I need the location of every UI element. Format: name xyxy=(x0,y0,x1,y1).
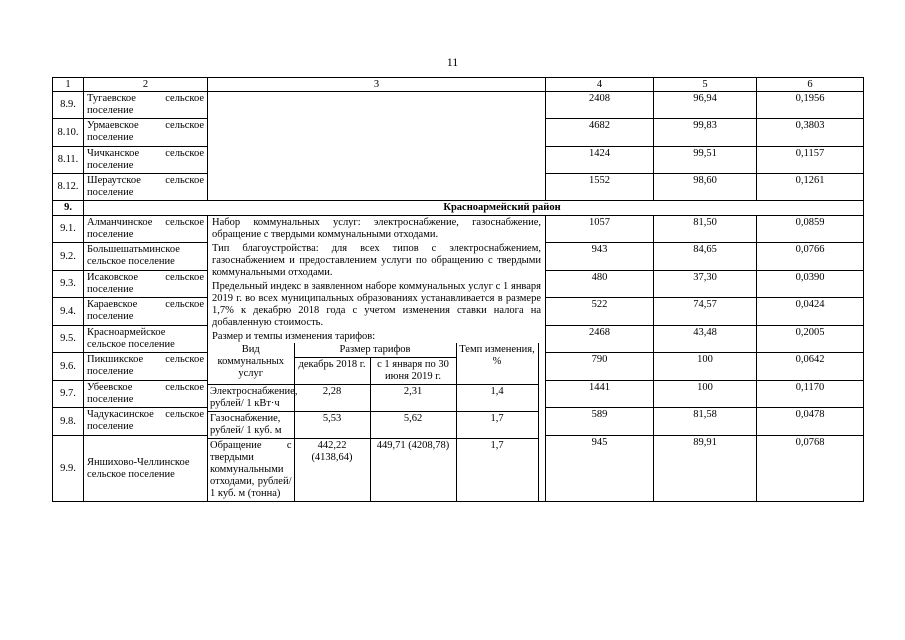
value-col5: 100 xyxy=(654,353,757,381)
table-row xyxy=(53,92,864,119)
row-number: 8.9. xyxy=(53,92,84,119)
row-number: 9.5. xyxy=(53,326,84,353)
tariff-rates-table xyxy=(208,343,539,501)
tariff-description xyxy=(208,216,546,502)
value-col6: 0,1157 xyxy=(757,147,864,174)
settlement-name: Яншихово-Челлинское сельское поселение xyxy=(84,436,208,502)
value-col6: 0,1170 xyxy=(757,381,864,408)
row-number: 9.1. xyxy=(53,216,84,243)
value-col6: 0,1956 xyxy=(757,92,864,119)
description-rates-heading: Размер и темпы изменения тарифов: xyxy=(212,331,376,342)
row-number: 9.6. xyxy=(53,353,84,381)
row-number: 9.2. xyxy=(53,243,84,271)
column-number: 6 xyxy=(757,78,864,92)
settlement-name: Пикшикское сельское поселение xyxy=(84,353,208,381)
value-col6: 0,1261 xyxy=(757,174,864,201)
value-col4: 480 xyxy=(546,271,654,298)
settlement-name: Большешатьминское сельское поселение xyxy=(84,243,208,271)
settlement-name: Тугаевское сельское поселение xyxy=(84,92,208,119)
value-col6: 0,0390 xyxy=(757,271,864,298)
row-number: 9.7. xyxy=(53,381,84,408)
value-col5: 37,30 xyxy=(654,271,757,298)
header-january-june-2019: с 1 января по 30 июня 2019 г. xyxy=(370,358,456,385)
value-col5: 84,65 xyxy=(654,243,757,271)
column-number: 3 xyxy=(208,78,546,92)
row-number: 8.11. xyxy=(53,147,84,174)
value-col4: 2468 xyxy=(546,326,654,353)
service-name: Электроснабжение, рублей/ 1 кВт·ч xyxy=(208,385,294,412)
section-row xyxy=(53,201,864,216)
settlement-name: Алманчинское сельское поселение xyxy=(84,216,208,243)
section-number: 9. xyxy=(53,201,84,216)
rate-change: 1,4 xyxy=(456,385,538,412)
row-number: 9.4. xyxy=(53,298,84,326)
header-change-rate: Темп изменения, % xyxy=(456,343,538,385)
value-col6: 0,0766 xyxy=(757,243,864,271)
service-name: Обращение с твердыми коммунальными отходами, рублей/ 1 куб. м (тонна) xyxy=(208,439,294,502)
description-amenities: Тип благоустройства: для всех типов с электроснабжением, газоснабжением и предоставлением услуги по обращению с твердыми коммунальными отходами. xyxy=(212,243,541,278)
value-col5: 100 xyxy=(654,381,757,408)
value-col4: 1057 xyxy=(546,216,654,243)
value-col4: 790 xyxy=(546,353,654,381)
tariff-table xyxy=(52,77,864,502)
rate-december: 2,28 xyxy=(294,385,370,412)
description-services: Набор коммунальных услуг: электроснабжение, газоснабжение, обращение с твердыми коммунальными отходами. xyxy=(212,217,541,240)
value-col5: 89,91 xyxy=(654,436,757,502)
value-col5: 74,57 xyxy=(654,298,757,326)
service-name: Газоснабжение, рублей/ 1 куб. м xyxy=(208,412,294,439)
column-number-row xyxy=(53,78,864,92)
value-col6: 0,0768 xyxy=(757,436,864,502)
rates-header-row xyxy=(208,343,538,358)
rate-january: 2,31 xyxy=(370,385,456,412)
table-row xyxy=(53,216,864,243)
header-december-2018: декабрь 2018 г. xyxy=(294,358,370,385)
settlement-name: Убеевское сельское поселение xyxy=(84,381,208,408)
column-number: 4 xyxy=(546,78,654,92)
value-col5: 81,58 xyxy=(654,408,757,436)
empty-description-cell xyxy=(208,92,546,201)
rate-january: 5,62 xyxy=(370,412,456,439)
settlement-name: Урмаевское сельское поселение xyxy=(84,119,208,147)
value-col4: 1424 xyxy=(546,147,654,174)
value-col6: 0,2005 xyxy=(757,326,864,353)
rate-december: 5,53 xyxy=(294,412,370,439)
header-rate-size: Размер тарифов xyxy=(294,343,456,358)
column-number: 5 xyxy=(654,78,757,92)
rates-row xyxy=(208,412,538,439)
value-col4: 589 xyxy=(546,408,654,436)
value-col5: 98,60 xyxy=(654,174,757,201)
settlement-name: Исаковское сельское поселение xyxy=(84,271,208,298)
rate-december: 442,22 (4138,64) xyxy=(294,439,370,502)
section-title: Красноармейский район xyxy=(84,201,864,216)
settlement-name: Шераутское сельское поселение xyxy=(84,174,208,201)
row-number: 8.12. xyxy=(53,174,84,201)
settlement-name: Чичканское сельское поселение xyxy=(84,147,208,174)
row-number: 8.10. xyxy=(53,119,84,147)
value-col5: 81,50 xyxy=(654,216,757,243)
value-col5: 96,94 xyxy=(654,92,757,119)
rates-row xyxy=(208,439,538,502)
rate-change: 1,7 xyxy=(456,412,538,439)
settlement-name: Чадукасинское сельское поселение xyxy=(84,408,208,436)
rate-change: 1,7 xyxy=(456,439,538,502)
value-col4: 2408 xyxy=(546,92,654,119)
value-col4: 4682 xyxy=(546,119,654,147)
value-col4: 522 xyxy=(546,298,654,326)
value-col4: 1441 xyxy=(546,381,654,408)
value-col5: 99,83 xyxy=(654,119,757,147)
column-number: 1 xyxy=(53,78,84,92)
column-number: 2 xyxy=(84,78,208,92)
row-number: 9.9. xyxy=(53,436,84,502)
value-col5: 99,51 xyxy=(654,147,757,174)
page-number: 11 xyxy=(446,55,459,69)
value-col6: 0,0478 xyxy=(757,408,864,436)
value-col6: 0,0424 xyxy=(757,298,864,326)
value-col4: 1552 xyxy=(546,174,654,201)
rates-row xyxy=(208,385,538,412)
row-number: 9.3. xyxy=(53,271,84,298)
value-col5: 43,48 xyxy=(654,326,757,353)
value-col6: 0,0642 xyxy=(757,353,864,381)
row-number: 9.8. xyxy=(53,408,84,436)
value-col6: 0,3803 xyxy=(757,119,864,147)
description-index: Предельный индекс в заявленном наборе коммунальных услуг с 1 января 2019 г. во всех муниципальных образованиях устанавливается в размере 1,7% к декабрю 2018 года с учетом изменения ставки налога на добавленную стоимость. xyxy=(212,281,541,328)
header-service-type: Вид коммунальных услуг xyxy=(208,343,294,385)
value-col6: 0,0859 xyxy=(757,216,864,243)
rate-january: 449,71 (4208,78) xyxy=(370,439,456,502)
settlement-name: Караевское сельское поселение xyxy=(84,298,208,326)
settlement-name: Красноармейское сельское поселение xyxy=(84,326,208,353)
value-col4: 943 xyxy=(546,243,654,271)
value-col4: 945 xyxy=(546,436,654,502)
